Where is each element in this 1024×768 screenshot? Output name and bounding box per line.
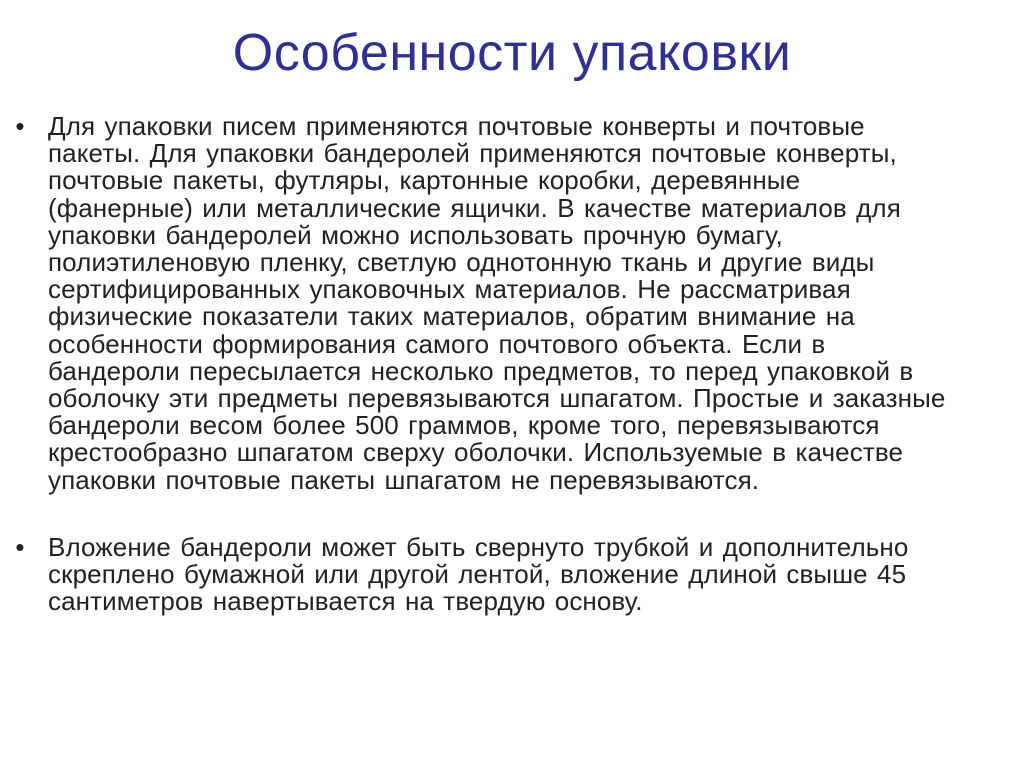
bullet-marker: • [15, 531, 25, 562]
slide-title: Особенности упаковки [232, 24, 792, 82]
bullet-marker: • [15, 111, 25, 141]
bullet-item-packaging-materials [0, 113, 1024, 494]
bullet-item-enclosure-rolling [0, 531, 1024, 617]
bullet-list [0, 113, 1024, 615]
bullet-text: Вложение бандероли может быть свернуто трубкой и дополнительно скреплено бумажной или другой лентой, вложение длиной свыше 45 сантиметров навертывается на твердую основу. [48, 531, 909, 617]
bullet-text: Для упаковки писем применяются почтовые конверты и почтовые пакеты. Для упаковки бандеролей применяются почтовые конверты, почтовые пакеты, футляры, картонные коробки, деревянные (фанерные) или металлические ящички. В качестве материалов для упаковки бандеролей можно использовать прочную бумагу, полиэтиленовую пленку, светлую однотонную ткань и другие виды сертифицированных упаковочных материалов. Не рассматривая физические показатели таких материалов, обратим внимание на особенности формирования самого почтового объекта. Если в бандероли пересылается несколько предметов, то перед упаковкой в оболочку эти предметы перевязываются шпагатом. Простые и заказные бандероли весом более 500 граммов, кроме того, перевязываются крестообразно шпагатом сверху оболочки. Используемые в качестве упаковки почтовые пакеты шпагатом не перевязываются. [48, 111, 946, 495]
